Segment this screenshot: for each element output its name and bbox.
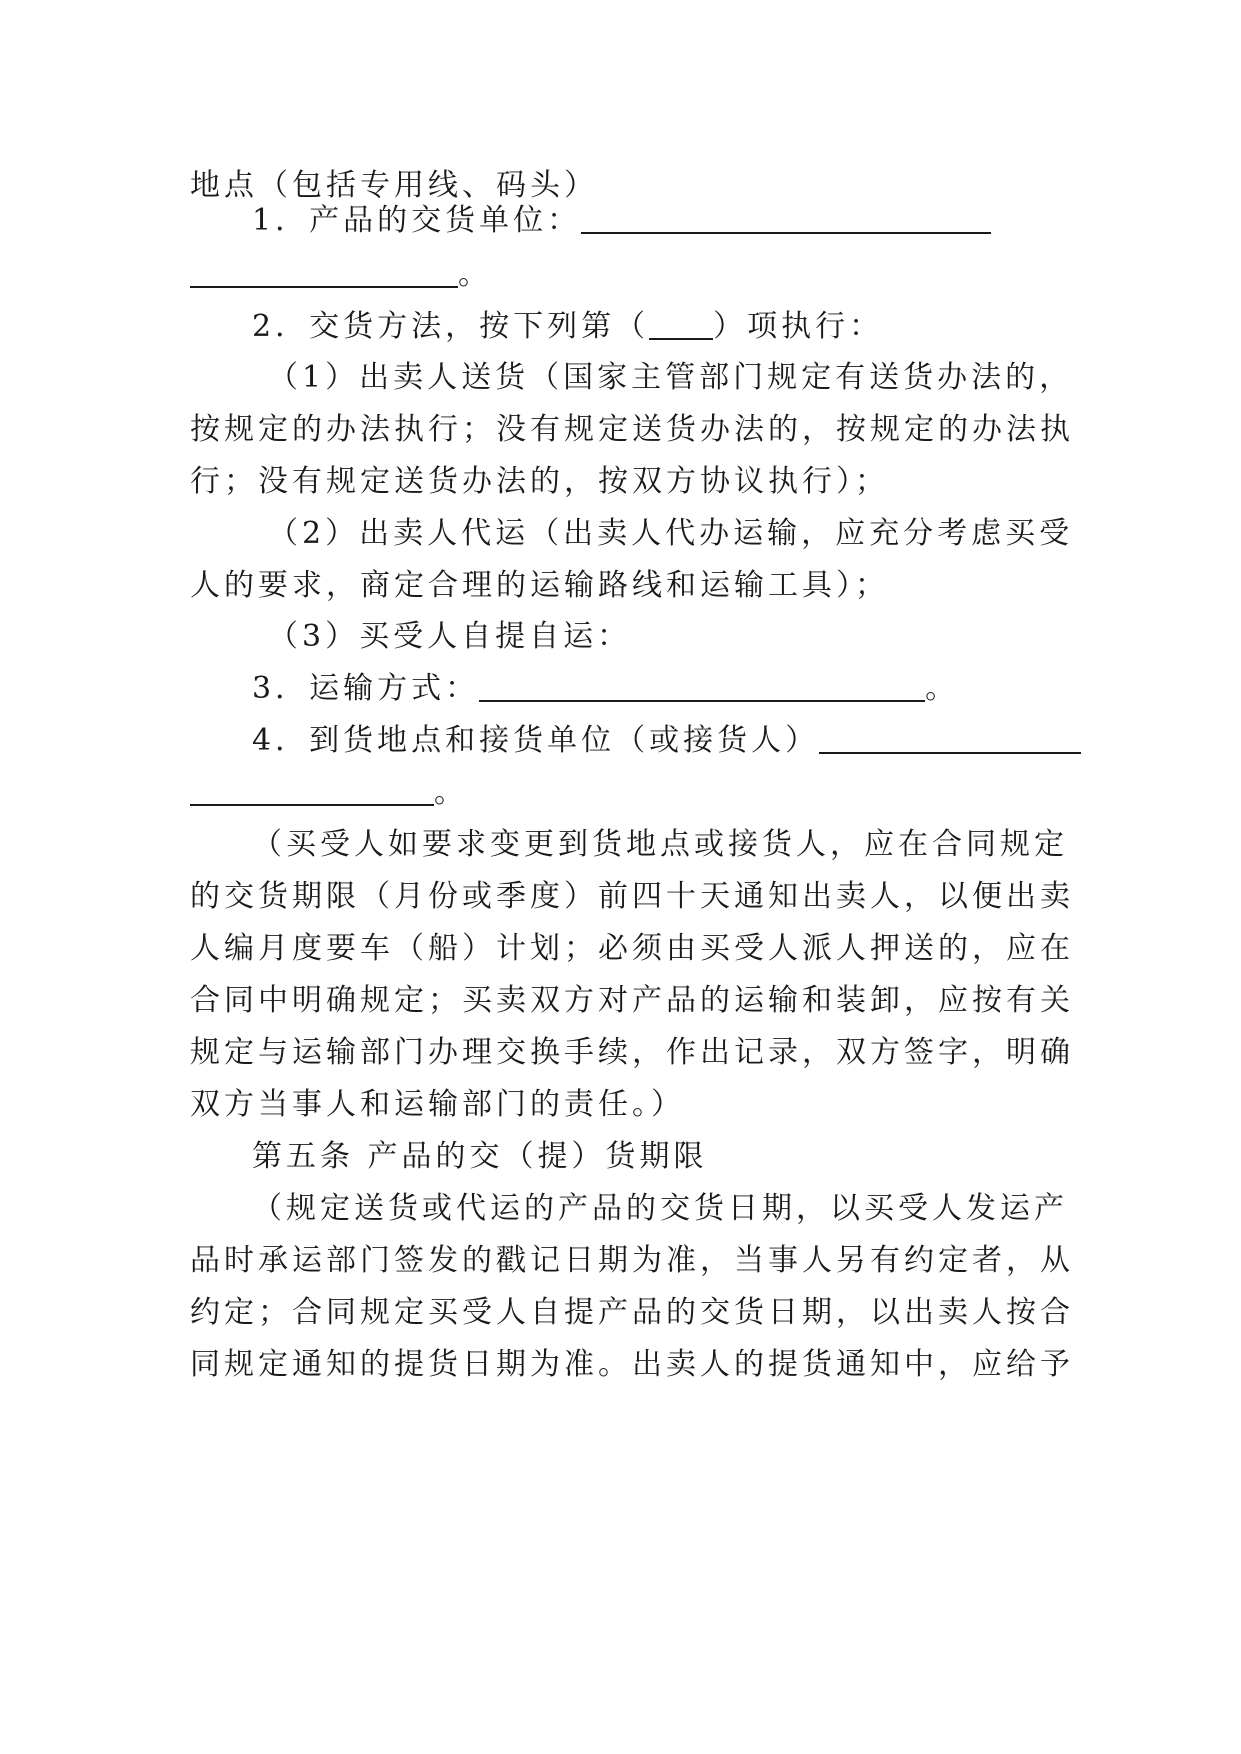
text-line <box>252 192 1060 250</box>
arrival-location-blank <box>819 718 1081 754</box>
text-line <box>252 1180 1068 1238</box>
delivery-unit-label: 1．产品的交货单位： <box>252 203 582 238</box>
delivery-location-heading: 地点（包括专用线、码头） <box>190 168 598 203</box>
text-line <box>252 816 1068 874</box>
method-1-line-3: 行；没有规定送货办法的，按双方协议执行）； <box>190 464 889 499</box>
article-5-note-line-2: 品时承运部门签发的戳记日期为准，当事人另有约定者，从 <box>190 1243 1074 1278</box>
text-line <box>190 920 1074 978</box>
text-line <box>268 608 1060 666</box>
arrival-location-blank-continued <box>190 770 434 806</box>
period-mark: 。 <box>458 257 492 292</box>
text-line <box>190 246 1060 304</box>
method-2-line-2: 人的要求，商定合理的运输路线和运输工具）； <box>190 568 889 603</box>
article-5-note-line-4: 同规定通知的提货日期为准。出卖人的提货通知中，应给予 <box>190 1347 1074 1382</box>
text-line <box>190 557 1060 615</box>
text-line <box>252 660 1060 718</box>
period-mark: 。 <box>925 671 960 706</box>
transport-mode-label: 3．运输方式： <box>252 671 480 706</box>
text-line <box>190 1024 1074 1082</box>
period-mark: 。 <box>434 775 468 810</box>
delivery-method-blank <box>649 304 713 340</box>
method-2-line-1: （2）出卖人代运（出卖人代办运输，应充分考虑买受 <box>268 516 1074 551</box>
change-note-line-2: 的交货期限（月份或季度）前四十天通知出卖人，以便出卖 <box>190 879 1074 914</box>
text-line <box>190 764 1060 822</box>
method-1-line-2: 按规定的办法执行；没有规定送货办法的，按规定的办法执 <box>190 412 1074 447</box>
text-line <box>252 1128 1060 1186</box>
article-5-heading: 第五条 产品的交（提）货期限 <box>252 1139 708 1174</box>
change-note-line-5: 规定与运输部门办理交换手续，作出记录，双方签字，明确 <box>190 1035 1074 1070</box>
method-1-line-1: （1）出卖人送货（国家主管部门规定有送货办法的， <box>268 360 1074 395</box>
text-line <box>190 453 1060 511</box>
change-note-line-6: 双方当事人和运输部门的责任。） <box>190 1087 685 1122</box>
transport-mode-blank <box>479 666 925 702</box>
text-line <box>190 1232 1074 1290</box>
change-note-line-4: 合同中明确规定；买卖双方对产品的运输和装卸，应按有关 <box>190 983 1074 1018</box>
method-3-line: （3）买受人自提自运： <box>268 619 632 654</box>
text-line <box>252 712 1060 770</box>
article-5-note-line-1: （规定送货或代运的产品的交货日期，以买受人发运产 <box>252 1191 1068 1226</box>
text-line <box>268 505 1074 563</box>
change-note-line-3: 人编月度要车（船）计划；必须由买受人派人押送的，应在 <box>190 931 1074 966</box>
text-line <box>190 972 1074 1030</box>
text-line <box>268 349 1074 407</box>
text-line <box>190 1336 1074 1394</box>
text-line <box>190 1284 1074 1342</box>
text-line <box>190 1076 1060 1134</box>
article-5-note-line-3: 约定；合同规定买受人自提产品的交货日期，以出卖人按合 <box>190 1295 1074 1330</box>
delivery-unit-blank <box>581 198 991 234</box>
arrival-location-label: 4．到货地点和接货单位（或接货人） <box>252 723 820 758</box>
delivery-method-label: 2．交货方法，按下列第（ <box>252 309 650 344</box>
text-line <box>190 868 1074 926</box>
text-line <box>190 401 1074 459</box>
delivery-method-suffix: ）项执行： <box>713 309 884 344</box>
text-line <box>252 298 1060 356</box>
delivery-unit-blank-continued <box>190 252 458 288</box>
change-note-line-1: （买受人如要求变更到货地点或接货人，应在合同规定 <box>252 827 1068 862</box>
